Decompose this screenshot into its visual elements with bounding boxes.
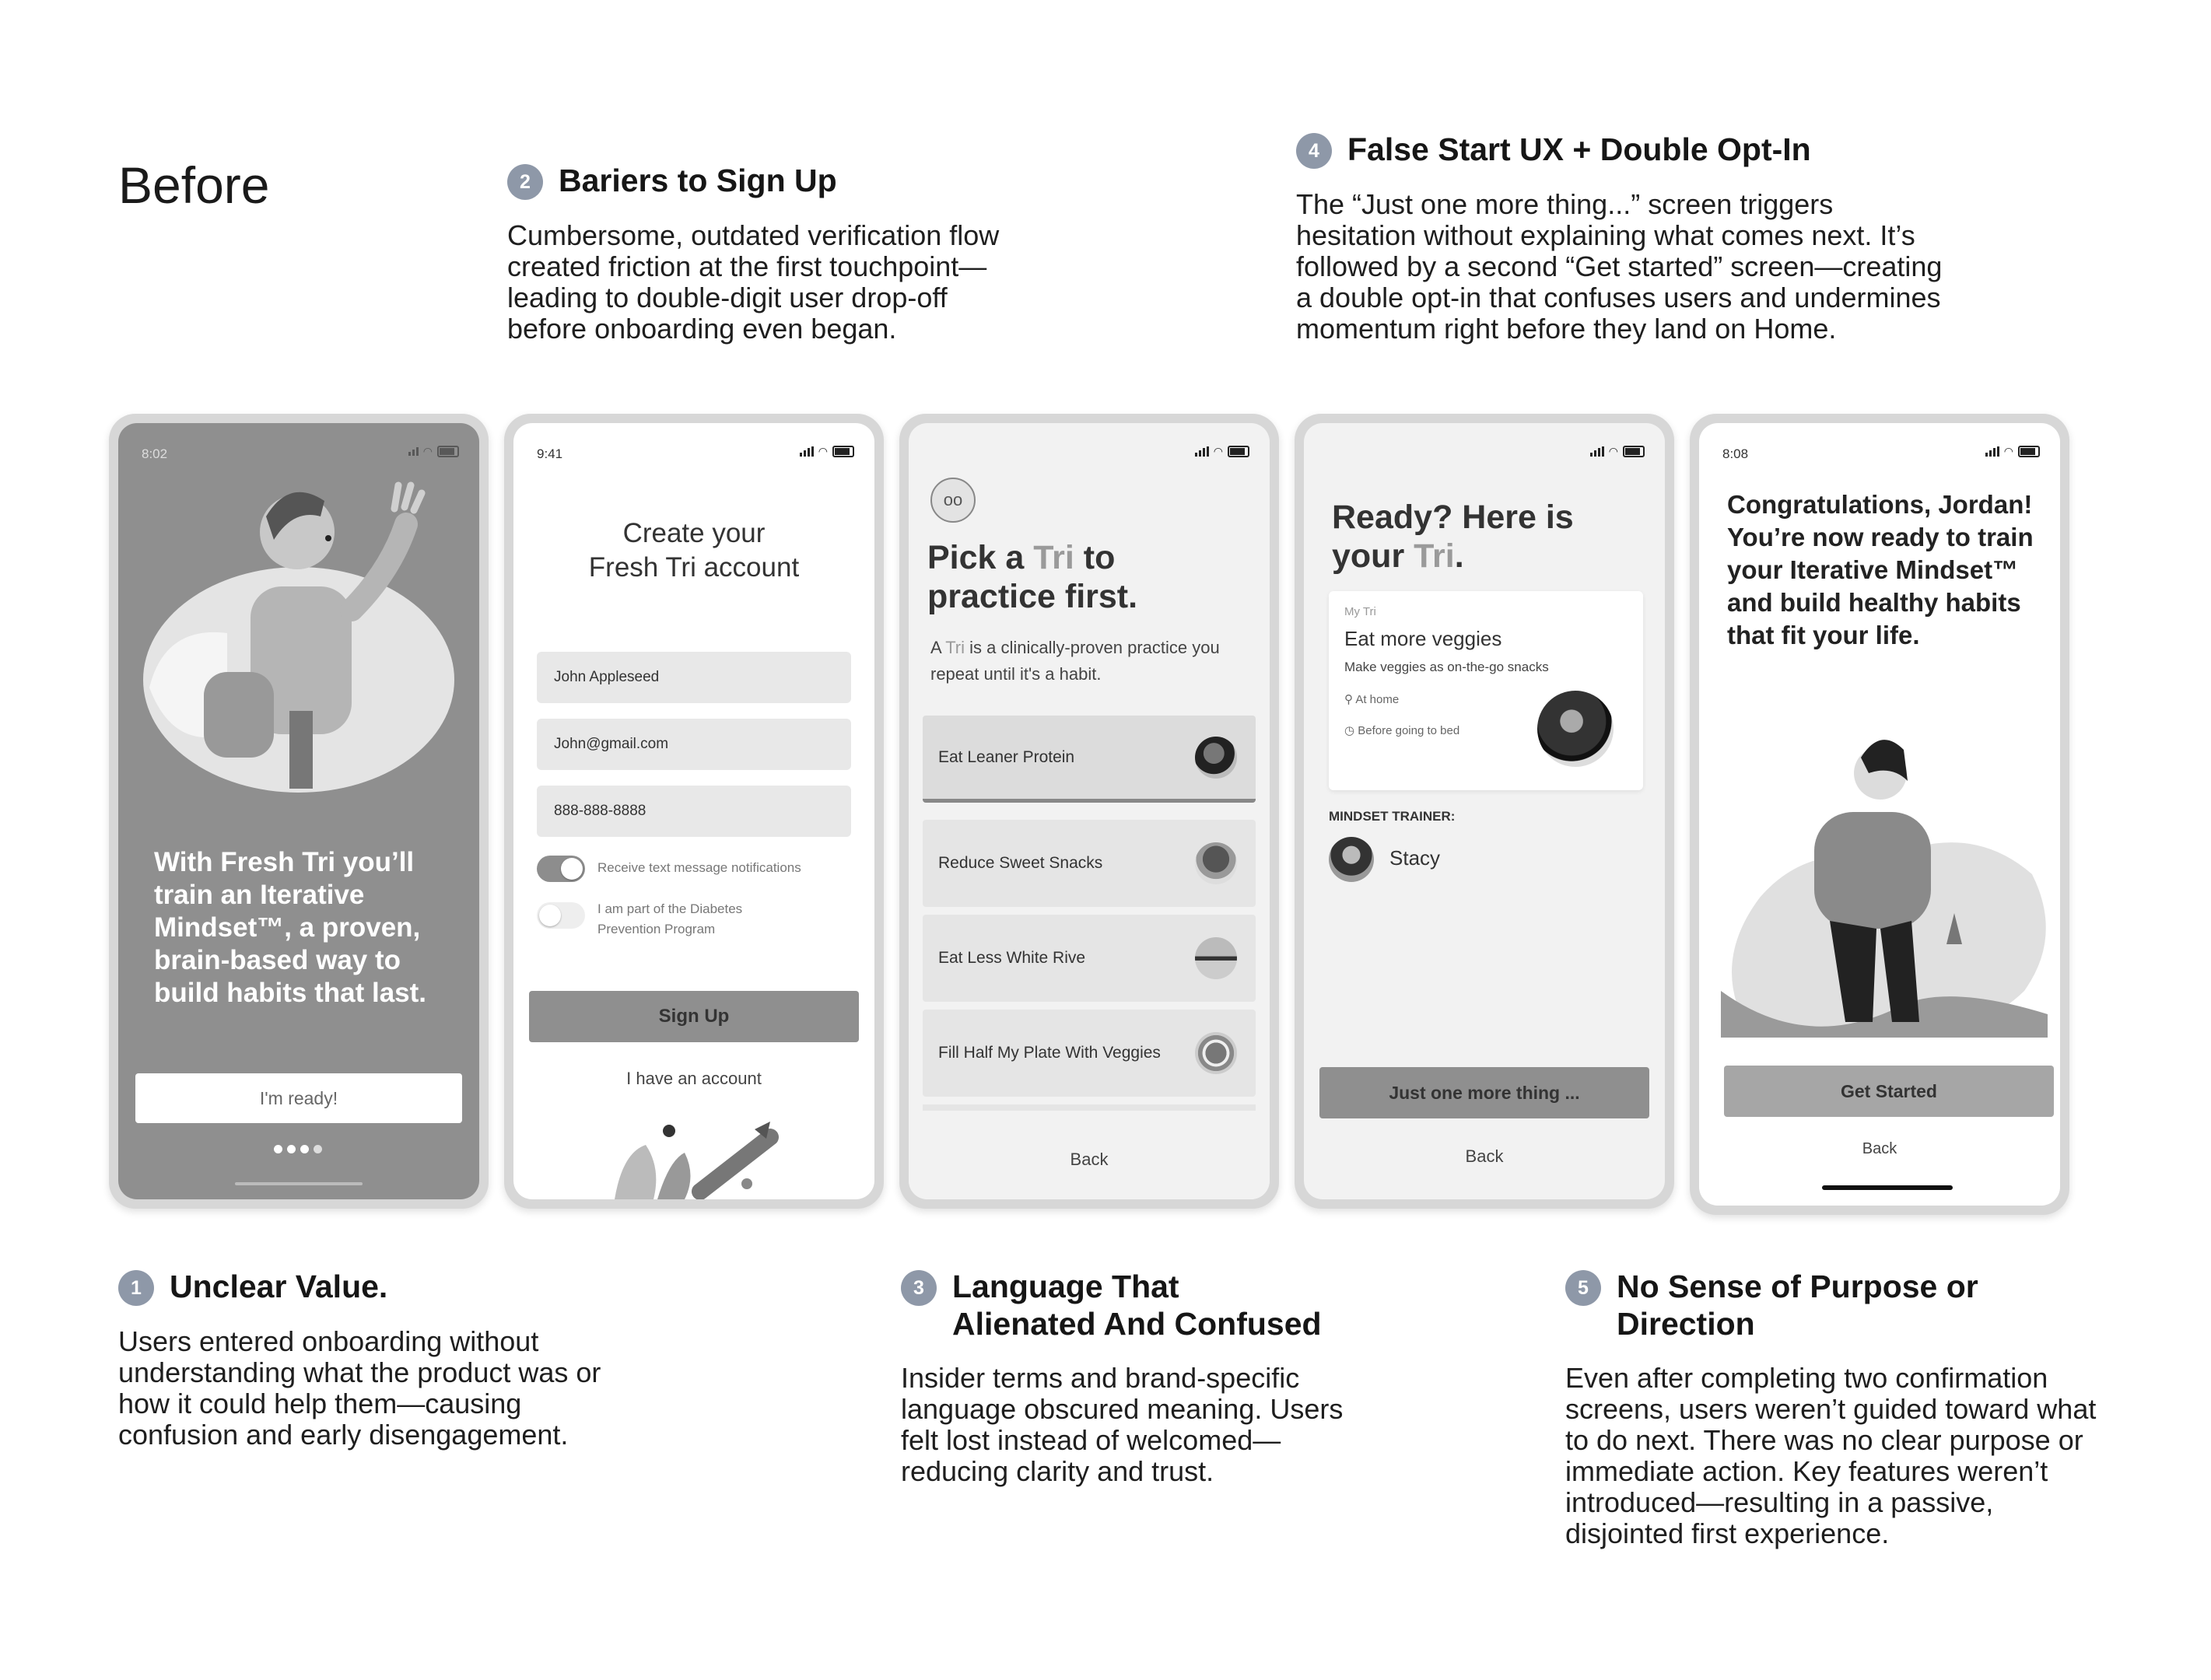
number-badge: 3: [901, 1270, 937, 1306]
trainer-name: Stacy: [1389, 846, 1441, 870]
welcome-headline: With Fresh Tri you’ll train an Iterative Mindset™, a proven, brain-based way to build habits that last.: [154, 847, 427, 1008]
annotation-body: Users entered onboarding without understanding what the product was or how it could help them—causing confusion and early disengagement.: [118, 1325, 601, 1451]
page-dots: [274, 1145, 322, 1153]
status-time: 9:41: [537, 446, 563, 461]
phone-screen-welcome: [109, 414, 489, 1209]
card-subtitle: Make veggies as on-the-go snacks: [1344, 660, 1549, 674]
page-title: Create your Fresh Tri account: [588, 518, 800, 583]
status-icons: ◠: [1195, 445, 1249, 458]
vegetables-illustration: [599, 1122, 801, 1199]
phone-screen-ready: [1295, 414, 1674, 1209]
card-title: Eat more veggies: [1344, 627, 1502, 650]
food-thumbnail-icon: [1195, 842, 1237, 884]
avatar: [1329, 837, 1374, 882]
card-label: My Tri: [1344, 605, 1376, 618]
status-time: 8:02: [142, 446, 168, 461]
food-thumbnail-icon: [1195, 737, 1237, 779]
annotation-body: Even after completing two confirmation screens, users weren’t guided toward what to do next. There was no clear purpose or immediate action. Key features weren’t introduced—resulting in a passive, disjointed first experience.: [1565, 1362, 2097, 1549]
tri-option-card[interactable]: Eat Less White Rive: [923, 915, 1256, 1002]
annotation-body: The “Just one more thing...” screen triggers hesitation without explaining what comes next. It’s followed by a second “Get started” screen—creating a double opt-in that confuses users and undermines momentum right before they land on Home.: [1296, 188, 1943, 345]
annotation-2: [507, 162, 1036, 345]
annotation-title: Bariers to Sign Up: [559, 163, 837, 198]
congrats-headline: Congratulations, Jordan! You’re now ready to train your Iterative Mindset™ and build healthy habits that fit your life.: [1727, 490, 2034, 649]
phone-screen-pick-tri: [899, 414, 1279, 1209]
have-account-link[interactable]: I have an account: [626, 1069, 762, 1088]
page-title: Ready? Here is your Tri.: [1332, 499, 1574, 575]
email-field[interactable]: John@gmail.com: [537, 719, 851, 770]
owl-logo-icon: oo: [930, 478, 976, 523]
trainer-label: MINDSET TRAINER:: [1329, 809, 1456, 824]
annotation-title: No Sense of Purpose or Direction: [1617, 1269, 1978, 1342]
status-icons: ◠: [408, 445, 459, 458]
clock-icon: ◷: [1344, 724, 1358, 737]
number-badge: 2: [507, 164, 543, 200]
tri-option-card[interactable]: Fill Half My Plate With Veggies: [923, 1010, 1256, 1097]
annotation-body: Insider terms and brand-specific language obscured meaning. Users felt lost instead of welcomed—reducing clarity and trust.: [901, 1362, 1344, 1487]
sign-up-button[interactable]: Sign Up: [529, 991, 859, 1042]
back-button[interactable]: Back: [1465, 1146, 1504, 1166]
just-one-more-thing-button[interactable]: Just one more thing ...: [1319, 1067, 1649, 1118]
food-thumbnail-icon: [1195, 937, 1237, 979]
food-thumbnail-icon: [1195, 1032, 1237, 1074]
tri-option-card[interactable]: Reduce Sweet Snacks: [923, 820, 1256, 907]
location-row: ⚲ At home: [1344, 693, 1400, 706]
back-button[interactable]: Back: [1862, 1140, 1897, 1157]
get-started-button[interactable]: Get Started: [1724, 1066, 2054, 1117]
status-icons: ◠: [800, 445, 854, 458]
page-title: Before: [118, 156, 270, 214]
location-pin-icon: ⚲: [1344, 693, 1356, 706]
annotation-title: False Start UX + Double Opt-In: [1347, 131, 1811, 167]
annotation-5: [1565, 1268, 2110, 1549]
page-title: Pick a Tri to practice first.: [927, 539, 1138, 615]
number-badge: 5: [1565, 1270, 1601, 1306]
status-time: 8:08: [1722, 446, 1749, 461]
back-button[interactable]: Back: [1070, 1150, 1109, 1169]
home-indicator: [235, 1182, 363, 1185]
annotation-title: Unclear Value.: [170, 1269, 388, 1304]
name-field[interactable]: John Appleseed: [537, 652, 851, 703]
im-ready-button[interactable]: I'm ready!: [135, 1073, 462, 1123]
tri-card: [1329, 591, 1643, 790]
number-badge: 4: [1296, 133, 1332, 169]
page-subtitle: A Tri is a clinically-proven practice you repeat until it's a habit.: [930, 638, 1220, 684]
time-row: ◷ Before going to bed: [1344, 724, 1460, 737]
phone-screen-congrats: [1690, 414, 2069, 1215]
annotation-body: Cumbersome, outdated verification flow created friction at the first touchpoint—leading to double-digit user drop-off before onboarding even began.: [507, 219, 1000, 345]
phone-field[interactable]: 888-888-8888: [537, 786, 851, 837]
home-indicator: [1822, 1185, 1953, 1190]
text-notifications-toggle[interactable]: [537, 856, 585, 882]
annotation-4: [1296, 131, 1957, 345]
phone-screen-create-account: [504, 414, 884, 1209]
number-badge: 1: [118, 1270, 154, 1306]
tri-food-image: [1537, 691, 1614, 767]
toggle-label: Receive text message notifications: [597, 860, 801, 875]
status-icons: ◠: [1985, 445, 2040, 458]
annotation-1: [118, 1268, 639, 1451]
tri-option-card[interactable]: Eat Leaner Protein: [923, 716, 1256, 803]
annotation-title: Language That Alienated And Confused: [952, 1269, 1322, 1342]
welcome-illustration: [118, 454, 479, 812]
toggle-label: I am part of the Diabetes Prevention Program: [597, 901, 743, 936]
status-icons: ◠: [1590, 445, 1645, 458]
annotation-3: [901, 1268, 1352, 1487]
celebration-illustration: [1713, 726, 2055, 1038]
diabetes-program-toggle[interactable]: [537, 902, 585, 929]
